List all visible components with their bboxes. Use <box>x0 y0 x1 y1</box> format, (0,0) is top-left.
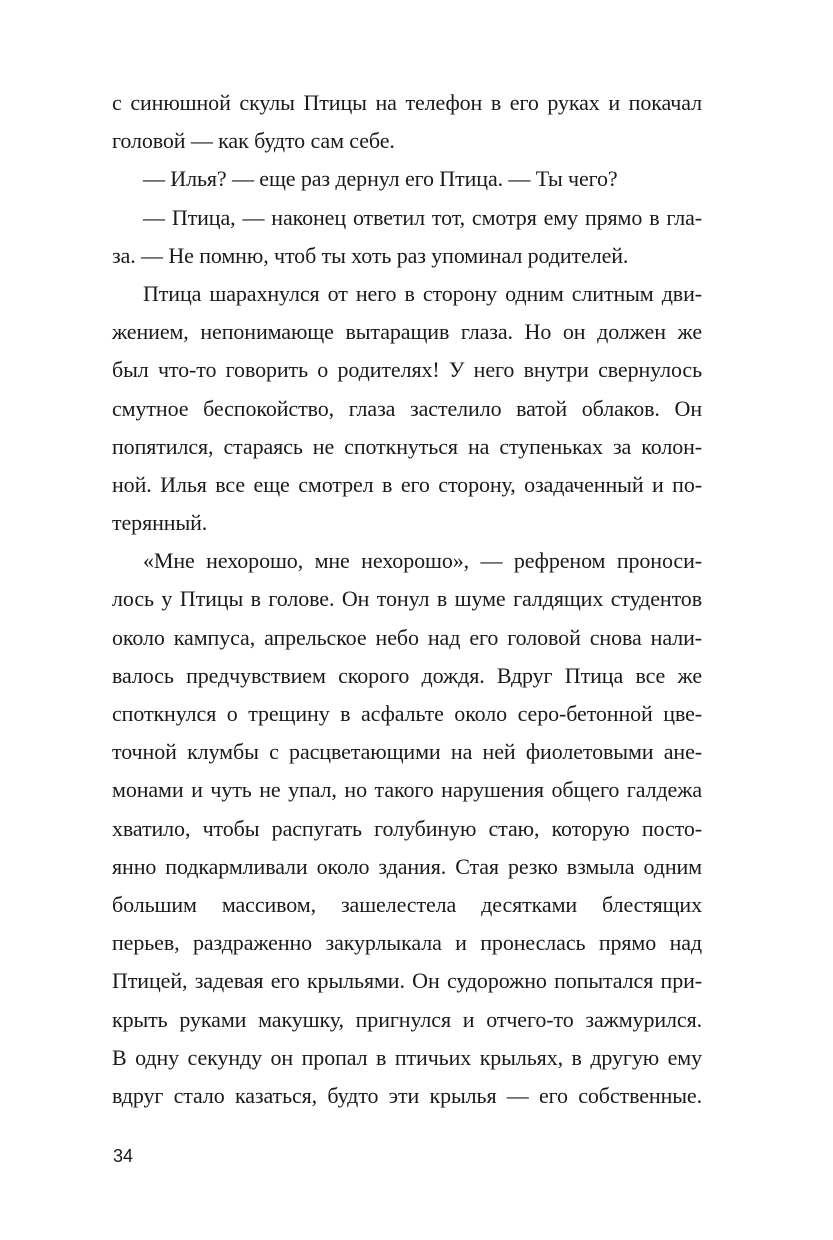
text-line: янно подкармливали около здания. Стая резко взмыла одним <box>112 853 702 879</box>
text-line: споткнулся о трещину в асфальте около серо-бетонной цве- <box>112 701 702 726</box>
text-line: Птицей, задевая его крыльями. Он судорожно попытался при- <box>112 968 702 994</box>
text-line: большим массивом, зашелестела десятками блестящих <box>112 891 702 917</box>
text-line: головой — как будто сам себе. <box>112 128 395 154</box>
text-line: терянный. <box>112 510 208 536</box>
text-line: ной. Илья все еще смотрел в его сторону, озадаченный и по- <box>112 471 702 497</box>
text-line: точной клумбы с расцветающими на ней фиолетовыми ане- <box>112 739 702 765</box>
text-line: вдруг стало казаться, будто эти крылья — его собственные. <box>112 1082 702 1108</box>
text-line: за. — Не помню, чтоб ты хоть раз упоминал родителей. <box>112 242 629 268</box>
text-line: хватило, чтобы распугать голубиную стаю, которую посто- <box>112 815 702 841</box>
text-line: лось у Птицы в голове. Он тонул в шуме галдящих студентов <box>112 586 702 612</box>
text-line: монами и чуть не упал, но такого нарушения общего галдежа <box>112 777 702 803</box>
text-line: с синюшной скулы Птицы на телефон в его руках и покачал <box>112 90 702 115</box>
page-text <box>112 84 702 1115</box>
text-line: — Илья? — еще раз дернул его Птица. — Ты чего? <box>143 166 618 192</box>
text-line: смутное беспокойство, глаза застелило ватой облаков. Он <box>112 395 702 421</box>
text-line: валось предчувствием скорого дождя. Вдруг Птица все же <box>112 662 702 688</box>
page-number: 34 <box>113 1146 134 1166</box>
text-line: «Мне нехорошо, мне нехорошо», — рефреном проноси- <box>143 548 702 574</box>
text-line: — Птица, — наконец ответил тот, смотря ему прямо в гла- <box>143 204 702 230</box>
text-line: В одну секунду он пропал в птичьих крыльях, в другую ему <box>112 1044 702 1070</box>
text-line: крыть руками макушку, пригнулся и отчего-то зажмурился. <box>112 1006 702 1032</box>
text-line: перьев, раздраженно закурлыкала и пронеслась прямо над <box>112 930 702 956</box>
text-line: был что-то говорить о родителях! У него внутри свернулось <box>112 357 702 383</box>
text-line: попятился, стараясь не споткнуться на ступеньках за колон- <box>112 433 702 459</box>
text-line: жением, непонимающе вытаращив глаза. Но он должен же <box>112 319 702 345</box>
text-line: Птица шарахнулся от него в сторону одним слитным дви- <box>143 280 702 306</box>
text-line: около кампуса, апрельское небо над его головой снова нали- <box>112 624 702 650</box>
